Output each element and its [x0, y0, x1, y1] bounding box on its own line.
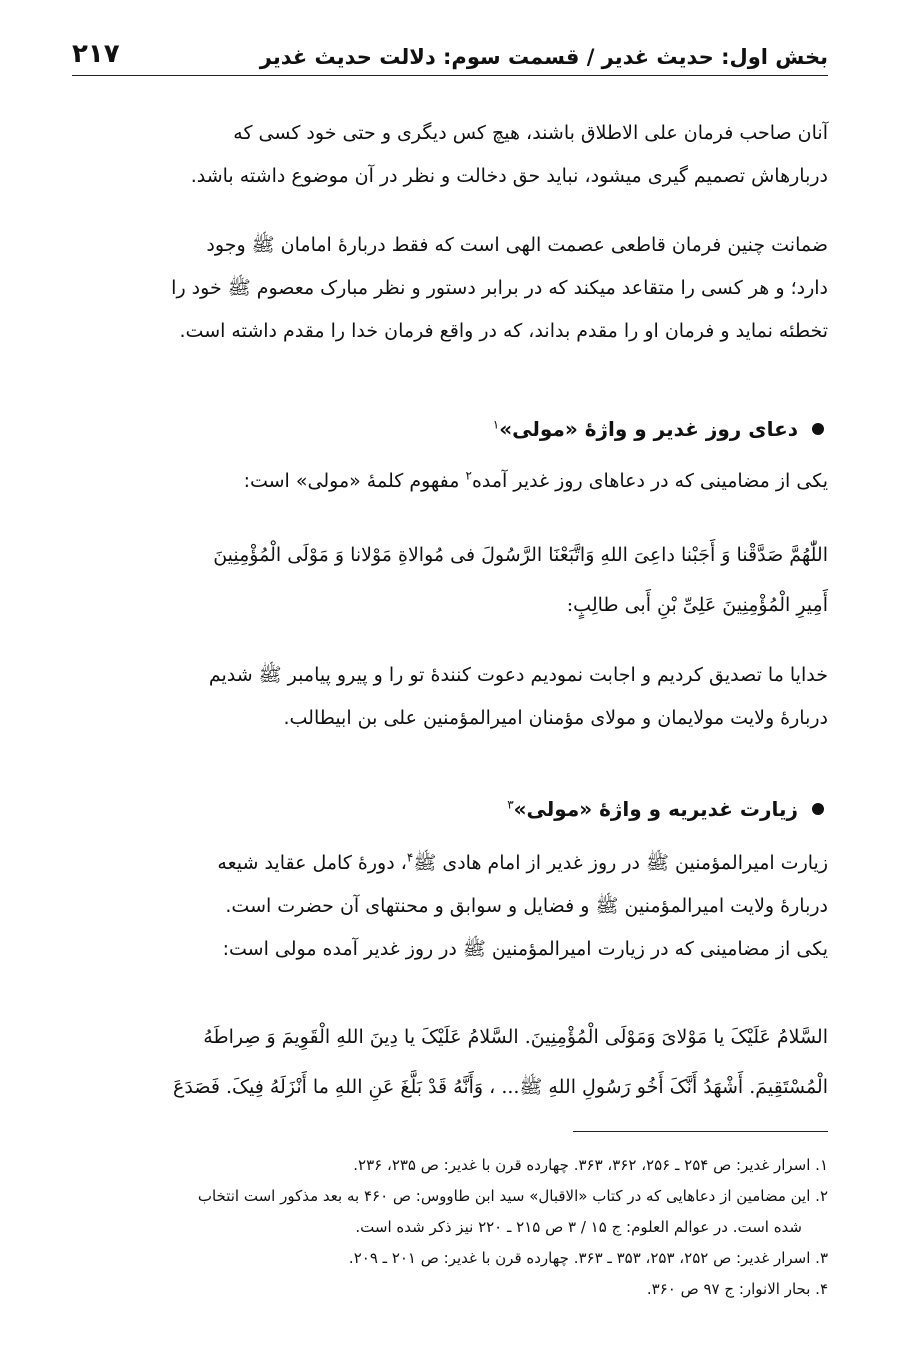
paragraph-text: زیارت امیرالمؤمنین ﷺ در روز غدیر از امام هادی ﷺ [413, 852, 828, 874]
footnote-ref: ۱ [492, 417, 500, 432]
arabic-line: اللّٰهُمَّ صَدَّقْنا وَ أَجَبْنا داعِیَ اللهِ وَاتَّبَعْنَا الرَّسُولَ فی مُوالاةِ مَوْلانا وَ مَوْلَی الْمُؤْمِنِینَ [213, 544, 828, 566]
section-heading-ziyarat [72, 797, 824, 821]
paragraph-line: تخطئه نماید و فرمان او را مقدم بداند، که در واقع فرمان خدا را مقدم داشته است. [179, 320, 828, 342]
section-heading-dua [72, 417, 824, 441]
section-heading-text: دعای روز غدیر و واژهٔ «مولی» [499, 417, 798, 441]
dua-translation [72, 654, 828, 740]
arabic-line: الْمُسْتَقِیمَ. أَشْهَدُ أَنَّکَ أَخُو رَسُولِ اللهِ ﷺ... ، وَأَنَّهُ قَدْ بَلَّغَ عَنِ اللهِ ما أَنْزَلَهُ فِیکَ. فَصَدَعَ [173, 1076, 828, 1098]
footnote-ref: ۳ [507, 797, 514, 812]
paragraph-line: دربارهٔ ولایت امیرالمؤمنین ﷺ و فضایل و سوابق و محنتهای آن حضرت است. [225, 895, 828, 917]
paragraph-1 [72, 112, 828, 198]
footnote-divider [573, 1131, 828, 1132]
footnotes [72, 1150, 828, 1305]
bullet-icon [812, 423, 824, 435]
paragraph-line: ضمانت چنین فرمان قاطعی عصمت الهی است که فقط دربارهٔ امامان ﷺ وجود [206, 234, 828, 256]
section-heading-text: زیارت غدیریه و واژهٔ «مولی» [513, 797, 798, 821]
bullet-icon [812, 803, 824, 815]
arabic-ziyarat [72, 1012, 828, 1112]
paragraph-line: یکی از مضامینی که در زیارت امیرالمؤمنین ﷺ در روز غدیر آمده مولی است: [222, 938, 828, 960]
footnote-item-continuation: شده است. در عوالم العلوم: ج ۱۵ / ۳ ص ۲۱۵ ـ ۲۲۰ نیز ذکر شده است. [355, 1218, 802, 1236]
running-head: بخش اول: حدیث غدیر / قسمت سوم: دلالت حدیث غدیر [259, 45, 828, 69]
intro-text: یکی از مضامینی که در دعاهای روز غدیر آمده [471, 470, 828, 492]
footnote-ref: ۴ [406, 850, 414, 865]
arabic-dua [72, 530, 828, 630]
footnote-item: ۲. این مضامین از دعاهایی که در کتاب «الاقبال» سید ابن طاووس: ص ۴۶۰ به بعد مذکور است انتخاب [197, 1187, 828, 1205]
footnote-item: ۴. بحار الانوار: ج ۹۷ ص ۳۶۰. [646, 1280, 828, 1298]
footnote-ref: ۲ [465, 468, 472, 483]
paragraph-line: خدایا ما تصدیق کردیم و اجابت نمودیم دعوت کنندهٔ تو را و پیرو پیامبر ﷺ شدیم [208, 664, 828, 686]
paragraph-2 [72, 224, 828, 353]
footnote-item: ۳. اسرار غدیر: ص ۲۵۲، ۲۵۳، ۳۵۳ ـ ۳۶۳. چهارده قرن با غدیر: ص ۲۰۱ ـ ۲۰۹. [348, 1249, 828, 1267]
paragraph-text: ، دورهٔ کامل عقاید شیعه [217, 852, 407, 874]
page-header [72, 28, 828, 76]
page [72, 0, 828, 1366]
section-2-paragraph [72, 842, 828, 971]
paragraph-line: آنان صاحب فرمان علی الاطلاق باشند، هیچ کس دیگری و حتی خود کسی که [233, 122, 828, 144]
section-1-intro [72, 460, 828, 503]
intro-text: مفهوم کلمهٔ «مولی» است: [243, 470, 466, 492]
arabic-line: السَّلامُ عَلَیْکَ یا مَوْلایَ وَمَوْلَی الْمُؤْمِنِینَ. السَّلامُ عَلَیْکَ یا دِینَ اللهِ الْقَوِیمَ وَ صِراطَهُ [203, 1026, 828, 1048]
page-number: ۲۱۷ [72, 39, 120, 69]
paragraph-line: دربارهٔ ولایت مولایمان و مولای مؤمنان امیرالمؤمنین علی بن ابیطالب. [283, 707, 828, 729]
paragraph-line: دربارهاش تصمیم گیری میشود، نباید حق دخالت و نظر در آن موضوع داشته باشد. [190, 165, 828, 187]
footnote-item: ۱. اسرار غدیر: ص ۲۵۴ ـ ۲۵۶، ۳۶۲، ۳۶۳. چهارده قرن با غدیر: ص ۲۳۵، ۲۳۶. [353, 1156, 828, 1174]
arabic-line: أَمِیرِ الْمُؤْمِنِینَ عَلِیِّ بْنِ أَبی طالِبٍ: [566, 594, 828, 616]
paragraph-line: دارد؛ و هر کسی را متقاعد میکند که در برابر دستور و نظر مبارک معصوم ﷺ خود را [171, 277, 828, 299]
